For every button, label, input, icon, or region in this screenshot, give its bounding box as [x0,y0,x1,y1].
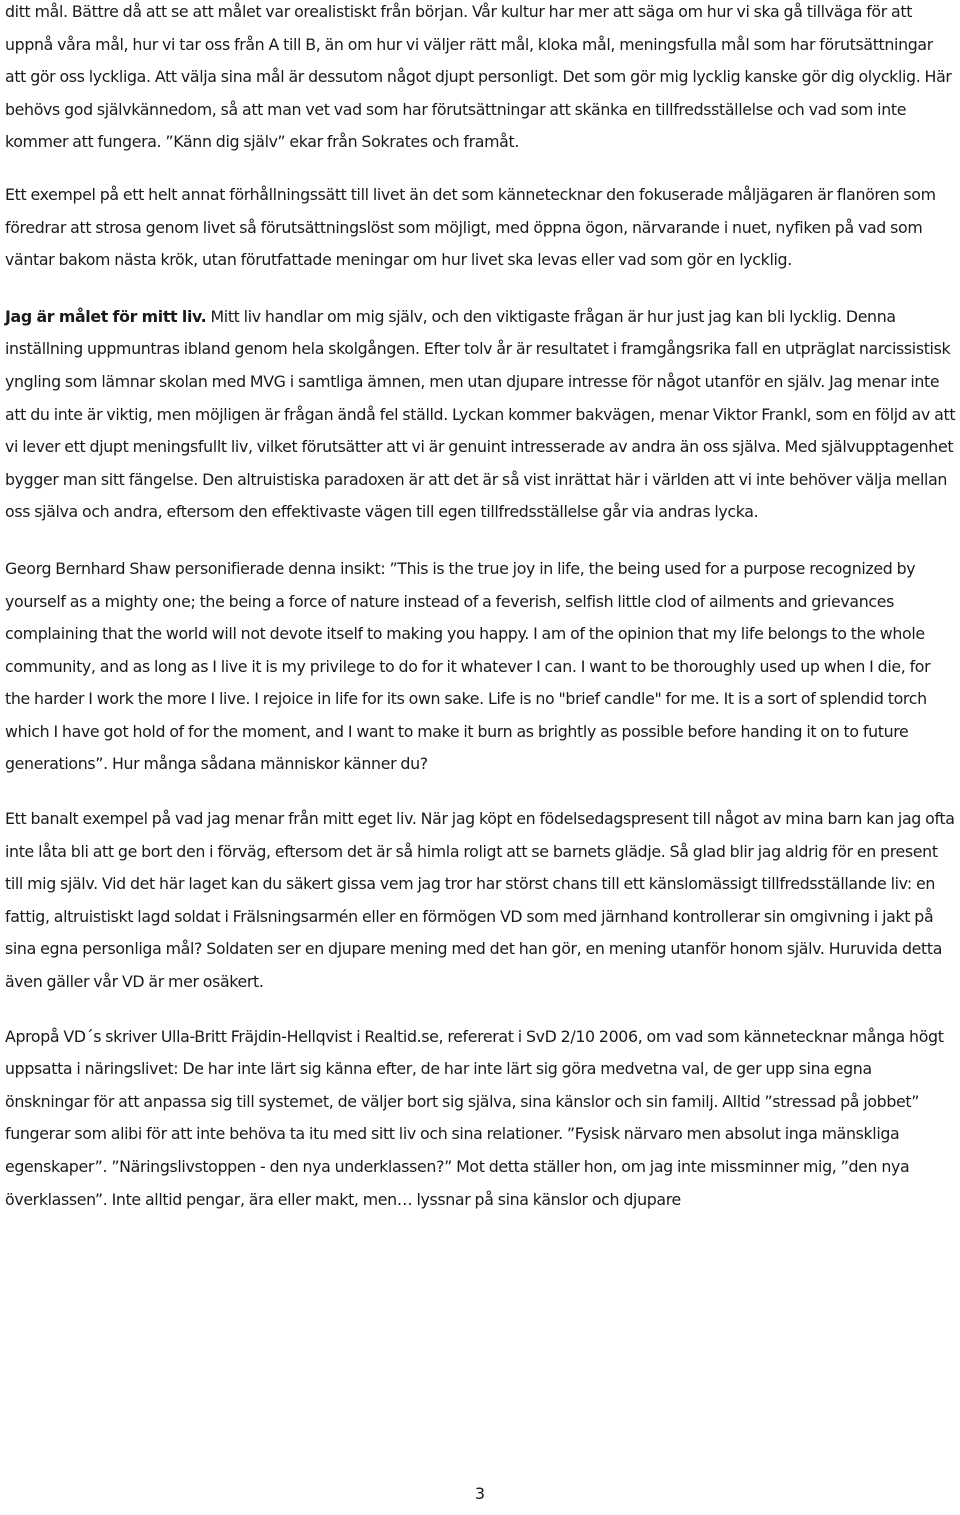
paragraph-1: ditt mål. Bättre då att se att målet var orealistiskt från början. Vår kultur har mer att säga om hur vi ska gå tillväga för att uppnå våra mål, hur vi tar oss från A till B, än om hur vi väljer rätt mål, kloka mål, meningsfulla mål som har förutsättningar att gör oss lyckliga. Att välja sina mål är dessutom något djupt personligt. Det som gör mig lycklig kanske gör dig olycklig. Här behövs god självkännedom, så att man vet vad som har förutsättningar att skänka en tillfredsställelse och vad som inte kommer att fungera. ”Känn dig själv” ekar från Sokrates och framåt. [5,2,952,152]
paragraph-5: Ett banalt exempel på vad jag menar från mitt eget liv. När jag köpt en födelsedagspresent till något av mina barn kan jag ofta inte låta bli att ge bort den i förväg, eftersom det är så himla roligt att se barnets glädje. Så glad blir jag aldrig för en present till mig själv. Vid det här laget kan du säkert gissa vem jag tror har störst chans till ett känslomässigt tillfredsställande liv: en fattig, altruistiskt lagd soldat i Frälsningsarmén eller en förmögen VD som med järnhand kontrollerar sin omgivning i jakt på sina egna personliga mål? Soldaten ser en djupare mening med det han gör, en mening utanför honom själv. Huruvida detta även gäller vår VD är mer osäkert. [5,809,955,992]
paragraph-3-bold-lead: Jag är målet för mitt liv. [5,306,207,326]
document-page [5,0,957,1236]
paragraph-2: Ett exempel på ett helt annat förhållningssätt till livet än det som kännetecknar den fokuserade måljägaren är flanören som föredrar att strosa genom livet så förutsättningslöst som möjligt, med öppna ögon, närvarande i nuet, nyfiken på vad som väntar bakom nästa krök, utan förutfattade meningar om hur livet ska levas eller vad som gör en lycklig. [5,184,936,270]
page-number: 3 [474,1484,486,1503]
paragraph-3 [5,301,957,529]
paragraph-4: Georg Bernhard Shaw personifierade denna insikt: ”This is the true joy in life, the being used for a purpose recognized by yourself as a mighty one; the being a force of nature instead of a feverish, selfish little clod of ailments and grievances complaining that the world will not devote itself to making you happy. I am of the opinion that my life belongs to the whole community, and as long as I live it is my privilege to do for it whatever I can. I want to be thoroughly used up when I die, for the harder I work the more I live. I rejoice in life for its own sake. Life is no "brief candle" for me. It is a sort of splendid torch which I have got hold of for the moment, and I want to make it burn as brightly as possible before handing it on to future generations”. Hur många sådana människor känner du? [5,558,931,774]
paragraph-6: Apropå VD´s skriver Ulla-Britt Fräjdin-Hellqvist i Realtid.se, refererat i SvD 2/10 2006, om vad som kännetecknar många högt uppsatta i näringslivet: De har inte lärt sig känna efter, de har inte lärt sig göra medvetna val, de ger upp sina egna önskningar för att anpassa sig till systemet, de väljer bort sig själva, sina känslor och sin familj. Alltid ”stressad på jobbet” fungerar som alibi för att inte behöva ta itu med sitt liv och sina relationer. ”Fysisk närvaro men absolut inga mänskliga egenskaper”. ”Näringslivstoppen - den nya underklassen?” Mot detta ställer hon, om jag inte missminner mig, ”den nya överklassen”. Inte alltid pengar, ära eller makt, men… lyssnar på sina känslor och djupare [5,1026,944,1209]
paragraph-3-body: Mitt liv handlar om mig själv, och den viktigaste frågan är hur just jag kan bli lycklig. Denna inställning uppmuntras ibland genom hela skolgången. Efter tolv år är resultatet i framgångsrika fall en utpräglat narcissistisk yngling som lämnar skolan med MVG i samtliga ämnen, men utan djupare intresse för något utanför en själv. Jag menar inte att du inte är viktig, men möjligen är frågan ändå fel ställd. Lyckan kommer bakvägen, menar Viktor Frankl, som en följd av att vi lever ett djupt meningsfullt liv, vilket förutsätter att vi är genuint intresserade av andra än oss själva. Med självupptagenhet bygger man sitt fängelse. Den altruistiska paradoxen är att det är så vist inrättat här i världen att vi inte behöver välja mellan oss själva och andra, eftersom den effektivaste vägen till egen tillfredsställelse går via andras lycka. [5,306,956,522]
